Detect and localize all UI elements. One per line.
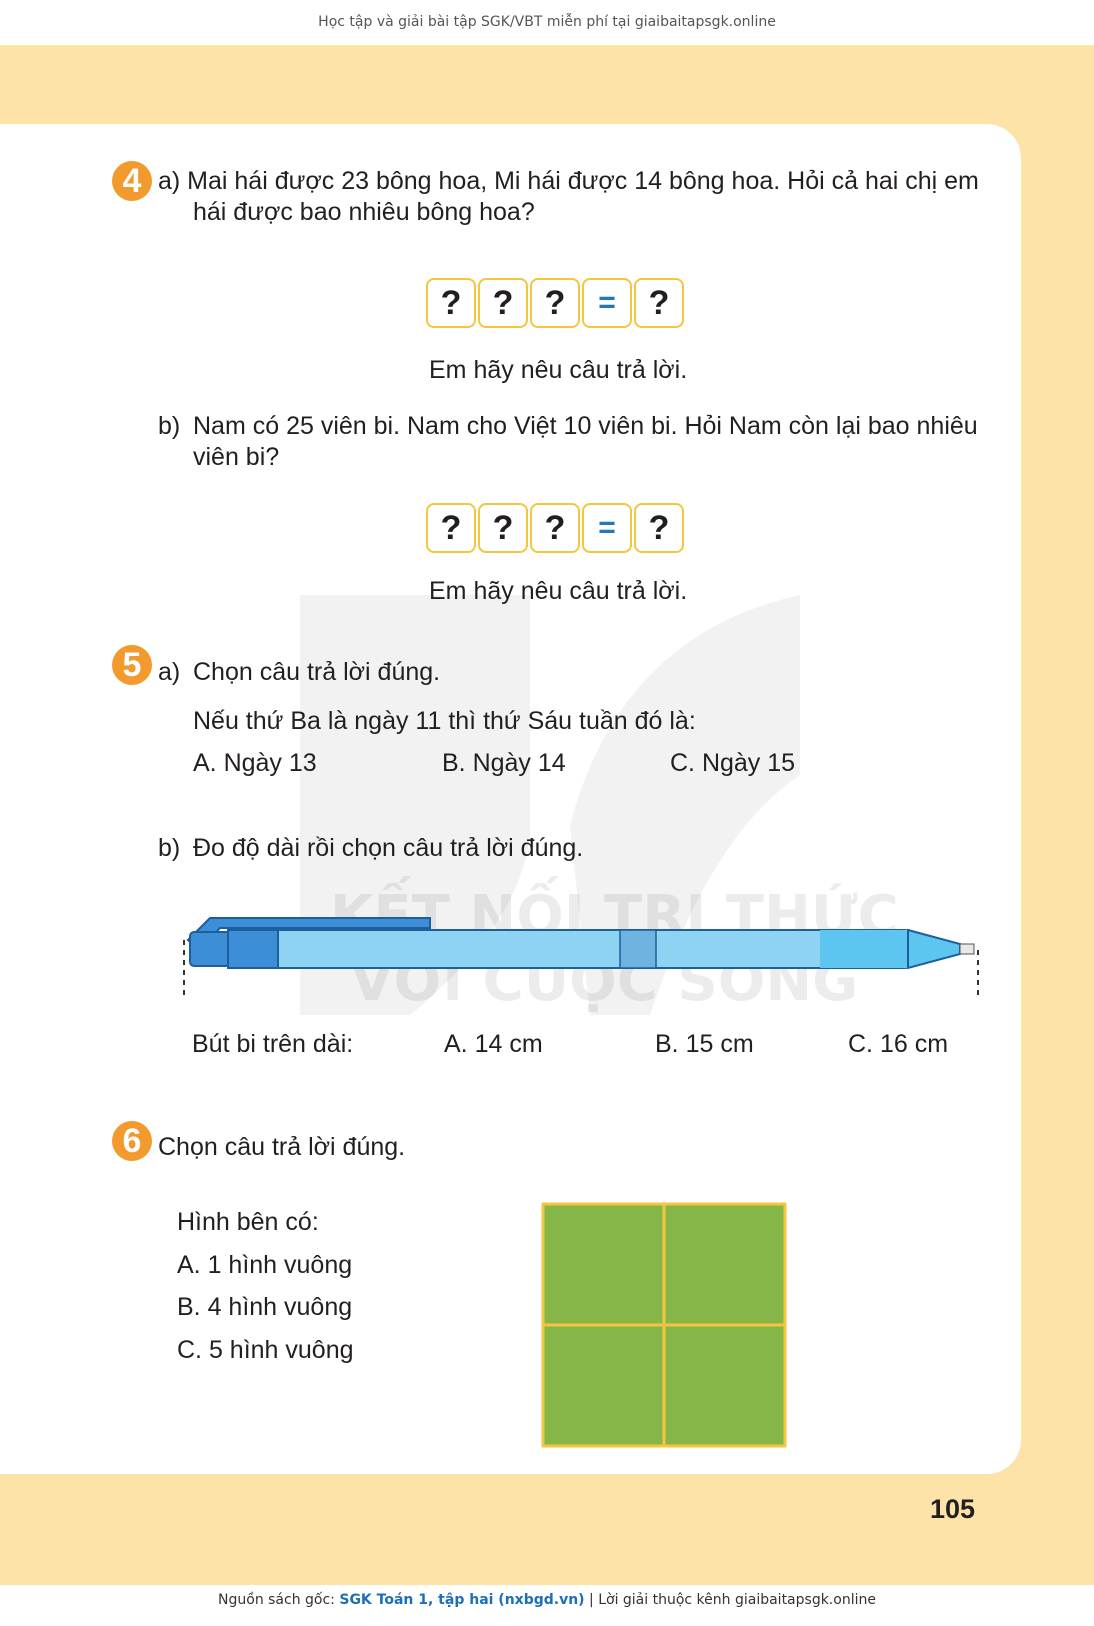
ex4-a-line1: a) Mai hái được 23 bông hoa, Mi hái được 14 bông hoa. Hỏi cả hai chị em: [158, 167, 979, 195]
ex6-text: Chọn câu trả lời đúng.: [158, 1133, 406, 1161]
ex5-b-text: Đo độ dài rồi chọn câu trả lời đúng.: [193, 834, 584, 862]
pen-tip: [960, 944, 974, 954]
ex5-b-label: b): [158, 834, 181, 862]
footer-prefix: Nguồn sách gốc:: [218, 1592, 335, 1608]
answer-box[interactable]: ?: [530, 503, 580, 553]
equals-box: =: [582, 503, 632, 553]
ex6-option-c[interactable]: C. 5 hình vuông: [177, 1336, 354, 1364]
page-number: 105: [930, 1494, 976, 1524]
ex5-b-option-a[interactable]: A. 14 cm: [444, 1030, 543, 1058]
ex5-b-question: Bút bi trên dài:: [192, 1030, 354, 1058]
footer-note: [0, 1592, 1094, 1608]
pen-grip-band: [620, 930, 656, 968]
ex5-b-option-b[interactable]: B. 15 cm: [655, 1030, 754, 1058]
ex5-a-label: a): [158, 658, 181, 686]
square-figure: [541, 1202, 787, 1448]
footer-suffix: | Lời giải thuộc kênh giaibaitapsgk.online: [589, 1592, 876, 1608]
ex5-a-text: Chọn câu trả lời đúng.: [193, 658, 441, 686]
answer-box[interactable]: ?: [478, 278, 528, 328]
pen-tip-cone: [908, 930, 960, 968]
pen-cap-end: [190, 932, 230, 966]
answer-box[interactable]: ?: [530, 278, 580, 328]
ex5-a-option-c[interactable]: C. Ngày 15: [670, 749, 796, 777]
answer-box[interactable]: ?: [634, 503, 684, 553]
ex5-a-question: Nếu thứ Ba là ngày 11 thì thứ Sáu tuần đó là:: [193, 707, 696, 735]
exercise-6-badge: 6: [112, 1121, 152, 1161]
ex5-a-option-b[interactable]: B. Ngày 14: [442, 749, 566, 777]
ex6-question: Hình bên có:: [177, 1208, 319, 1236]
ex4-b-answer-boxes: [426, 503, 684, 553]
answer-box[interactable]: ?: [478, 503, 528, 553]
ex6-option-b[interactable]: B. 4 hình vuông: [177, 1293, 353, 1321]
pen-barrel: [228, 930, 908, 968]
ex4-b-line1: Nam có 25 viên bi. Nam cho Việt 10 viên bi. Hỏi Nam còn lại bao nhiêu: [193, 412, 978, 440]
header-note: Học tập và giải bài tập SGK/VBT miễn phí tại giaibaitapsgk.online: [318, 14, 776, 30]
answer-box[interactable]: ?: [426, 503, 476, 553]
footer-source-link[interactable]: SGK Toán 1, tập hai (nxbgd.vn): [339, 1592, 585, 1608]
answer-box[interactable]: ?: [634, 278, 684, 328]
ex4-b-label: b): [158, 412, 181, 440]
exercise-5-badge: 5: [112, 645, 152, 685]
ex4-a-prompt: Em hãy nêu câu trả lời.: [429, 356, 688, 384]
ex5-a-option-a[interactable]: A. Ngày 13: [193, 749, 317, 777]
ex4-a-answer-boxes: [426, 278, 684, 328]
ex4-b-prompt: Em hãy nêu câu trả lời.: [429, 577, 688, 605]
exercise-4-badge: 4: [112, 161, 152, 201]
pen-front: [820, 930, 908, 968]
ex5-b-option-c[interactable]: C. 16 cm: [848, 1030, 949, 1058]
equals-box: =: [582, 278, 632, 328]
answer-box[interactable]: ?: [426, 278, 476, 328]
pen-cap-band: [228, 930, 278, 968]
ex6-option-a[interactable]: A. 1 hình vuông: [177, 1251, 353, 1279]
ex4-a-line2: hái được bao nhiêu bông hoa?: [193, 198, 535, 226]
ex4-b-line2: viên bi?: [193, 443, 280, 471]
pen-illustration: [180, 910, 980, 1010]
